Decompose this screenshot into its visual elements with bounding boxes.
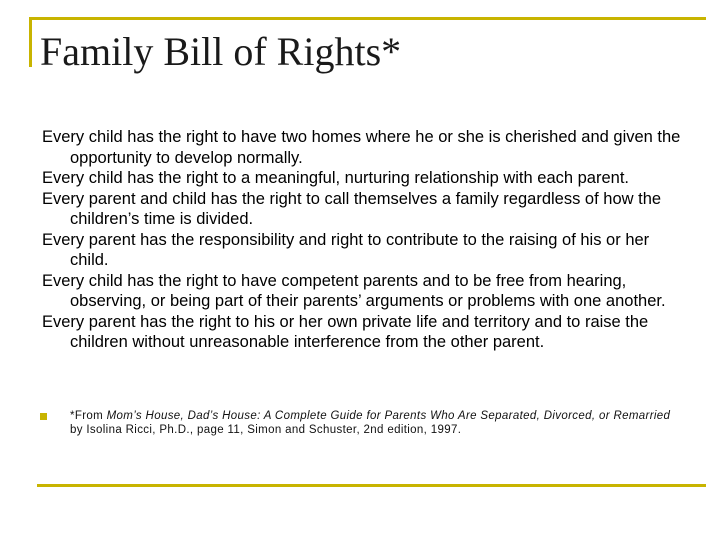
right-item-1: Every child has the right to have two homes where he or she is cherished and given the opportunity to develop normally.	[42, 128, 681, 167]
right-item-2: Every child has the right to a meaningful, nurturing relationship with each parent.	[42, 169, 629, 187]
right-item-6: Every parent has the right to his or her own private life and territory and to raise the children without unreasonable interference from the other parent.	[42, 312, 649, 351]
slide-title: Family Bill of Rights*	[40, 29, 402, 74]
rights-list	[42, 127, 682, 353]
top-border-line	[29, 17, 706, 20]
left-border-line	[29, 17, 32, 67]
square-bullet-icon	[40, 413, 47, 420]
footnote	[40, 409, 680, 437]
right-item-5: Every child has the right to have competent parents and to be free from hearing, observing, or being part of their parents’ arguments or problems with one another.	[42, 271, 666, 310]
right-item-3: Every parent and child has the right to call themselves a family regardless of how the children’s time is divided.	[42, 189, 662, 228]
footnote-prefix: *From	[70, 410, 107, 422]
bottom-border-line	[37, 484, 706, 487]
footnote-book-title: Mom’s House, Dad’s House: A Complete Guide for Parents Who Are Separated, Divorced, or Remarried	[106, 410, 671, 422]
footnote-suffix: by Isolina Ricci, Ph.D., page 11, Simon and Schuster, 2nd edition, 1997.	[70, 424, 462, 436]
footnote-text	[40, 409, 680, 437]
right-item-4: Every parent has the responsibility and right to contribute to the raising of his or her child.	[42, 230, 650, 269]
